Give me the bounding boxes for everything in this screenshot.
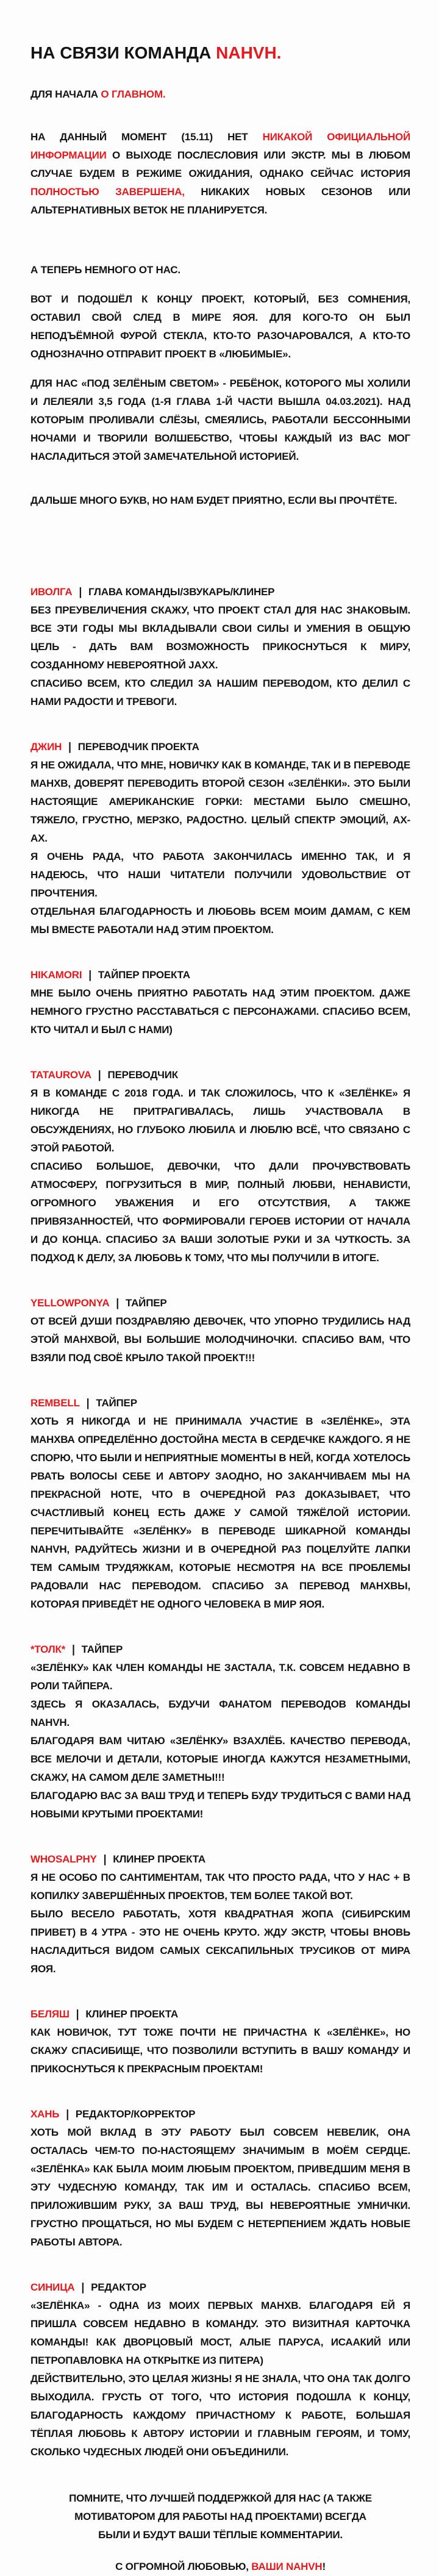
member-role: РЕДАКТОР bbox=[91, 2281, 146, 2293]
intro-paragraph-project-end: ВОТ И ПОДОШЁЛ К КОНЦУ ПРОЕКТ, КОТОРЫЙ, БЕЗ СОМНЕНИЯ, ОСТАВИЛ СВОЙ СЛЕД В МИРЕ ЯОЯ. ДЛЯ КОГО-ТО ОН БЫЛ НЕПОДЪЁМНОЙ ФУРОЙ СТЕКЛА, КТО-ТО РАЗОЧАРОВАЛСЯ, А КТО-ТО ОДНОЗНАЧНО ОТПРАВИТ ПРОЕКТ В «ЛЮБИМЫЕ». bbox=[30, 293, 410, 360]
member-paragraph: СПАСИБО БОЛЬШОЕ, ДЕВОЧКИ, ЧТО ДАЛИ ПРОЧУВСТВОВАТЬ АТМОСФЕРУ, ПОГРУЗИТЬСЯ В МИР, ПОЛНЫЙ ЛЮБВИ, НЕНАВИСТИ, ОГРОМНОГО УВАЖЕНИЯ И ЕГО ОТСУТСТВИЯ, А ТАКЖЕ ПРИВЯЗАННОСТЕЙ, ЧТО ФОРМИРОВАЛИ ГЕРОЕВ ИСТОРИИ ОТ НАЧАЛА И ДО КОНЦА. СПАСИБО ЗА ВАШИ ЗОЛОТЫЕ РУКИ И ЗА ЧУТКОСТЬ. ЗА ПОДХОД К ДЕЛУ, ЗА ЛЮБОВЬ К ТОМУ, ЧТО МЫ ПОЛУЧИЛИ В ИТОГЕ. bbox=[30, 1161, 410, 1264]
text-segment-red: О ГЛАВНОМ. bbox=[101, 88, 166, 100]
member-paragraph: БЛАГОДАРЯ ВАМ ЧИТАЮ «ЗЕЛЁНКУ» ВЗАХЛЁБ. КАЧЕСТВО ПЕРЕВОДА, ВСЕ МЕЛОЧИ И ДЕТАЛИ, КОТОРЫЕ ИНОГДА КАЖУТСЯ НЕЗАМЕТНЫМИ, СКАЖУ, НА САМОМ ДЕЛЕ ЗАМЕТНЫ!!! bbox=[30, 1735, 410, 1783]
member-name: ДЖИН bbox=[30, 741, 62, 753]
member-paragraph: Я ОЧЕНЬ РАДА, ЧТО РАБОТА ЗАКОНЧИЛАСЬ ИМЕННО ТАК, И Я НАДЕЮСЬ, ЧТО НАШИ ЧИТАТЕЛИ ПОЛУЧИЛИ УДОВОЛЬСТВИЕ ОТ ПРОЧТЕНИЯ. bbox=[30, 851, 410, 899]
member-name: ИВОЛГА bbox=[30, 586, 73, 598]
member-header bbox=[30, 738, 410, 756]
member-paragraph: БЛАГОДАРЮ ВАС ЗА ВАШ ТРУД И ТЕПЕРЬ БУДУ ТРУДИТЬСЯ С ВАМИ НАД НОВЫМИ КРУТЫМИ ПРОЕКТАМИ! bbox=[30, 1790, 410, 1820]
member-role: ТАЙПЕР bbox=[125, 1297, 167, 1309]
role-separator: | bbox=[72, 1643, 75, 1656]
member-paragraph: Я НЕ ОЖИДАЛА, ЧТО МНЕ, НОВИЧКУ КАК В КОМАНДЕ, ТАК И В ПЕРЕВОДЕ МАНХВ, ДОВЕРЯТ ПЕРЕВОДИТЬ ВТОРОЙ СЕЗОН «ЗЕЛЁНКИ». ЭТО БЫЛИ НАСТОЯЩИЕ АМЕРИКАНСКИЕ ГОРКИ: МЕСТАМИ БЫЛО СМЕШНО, ТЯЖЕЛО, ГРУСТНО, МЕРЗКО, РАДОСТНО. ЦЕЛЫЙ СПЕКТР ЭМОЦИЙ, АХ-АХ. bbox=[30, 759, 410, 844]
team-member-section bbox=[30, 966, 410, 1039]
member-paragraph: «ЗЕЛЁНКА» - ОДНА ИЗ МОИХ ПЕРВЫХ МАНХВ. БЛАГОДАРЯ ЕЙ Я ПРИШЛА СОВСЕМ НЕДАВНО В КОМАНДУ. ЭТО ВИЗИТНАЯ КАРТОЧКА КОМАНДЫ! КАК ДВОРЦОВЫЙ МОСТ, АЛЫЕ ПАРУСА, ИСААКИЙ ИЛИ ПЕТРОПАВЛОВКА НА ОТКРЫТКЕ ИЗ ПИТЕРА) bbox=[30, 2300, 410, 2366]
team-member-section bbox=[30, 1394, 410, 1614]
member-paragraph: «ЗЕЛЁНКУ» КАК ЧЛЕН КОМАНДЫ НЕ ЗАСТАЛА, Т.К. СОВСЕМ НЕДАВНО В РОЛИ ТАЙПЕРА. bbox=[30, 1662, 410, 1692]
role-separator: | bbox=[116, 1297, 119, 1309]
intro-lead-line bbox=[30, 85, 410, 104]
member-header bbox=[30, 2278, 410, 2297]
text-segment: НИКАКИХ НОВЫХ СЕЗОНОВ ИЛИ АЛЬТЕРНАТИВНЫХ ВЕТОК НЕ ПЛАНИРУЕТСЯ. bbox=[30, 186, 410, 216]
member-header bbox=[30, 2105, 410, 2123]
member-role: ТАЙПЕР ПРОЕКТА bbox=[98, 969, 190, 981]
team-credits-list bbox=[30, 583, 410, 2461]
member-role: ПЕРЕВОДЧИК ПРОЕКТА bbox=[77, 741, 199, 753]
member-name: *ТОЛК* bbox=[30, 1644, 66, 1655]
intro-line-about-us: А ТЕПЕРЬ НЕМНОГО ОТ НАС. bbox=[30, 264, 180, 276]
member-name: REMBELL bbox=[30, 1397, 80, 1409]
text-segment: С ОГРОМНОЙ ЛЮБОВЬЮ, bbox=[115, 2561, 252, 2572]
team-member-section bbox=[30, 2278, 410, 2461]
member-header bbox=[30, 1294, 410, 1312]
member-paragraph: ХОТЬ Я НИКОГДА И НЕ ПРИНИМАЛА УЧАСТИЕ В «ЗЕЛЁНКЕ», ЭТА МАНХВА ОПРЕДЕЛЁННО ДОСТОЙНА МЕСТА В СЕРДЕЧКЕ КАЖДОГО. Я НЕ СПОРЮ, ЧТО БЫЛИ И НЕПРИЯТНЫЕ МОМЕНТЫ В НЕЙ, КОГДА ХОТЕЛОСЬ РВАТЬ ВОЛОСЫ СЕБЕ И АВТОРУ ЗАОДНО, НО ЗАКАНЧИВАЕМ МЫ НА ПРЕКРАСНОЙ НОТЕ, ЧТО В ОЧЕРЕДНОЙ РАЗ ДОКАЗЫВАЕТ, ЧТО СЧАСТЛИВЫЙ КОНЕЦ ЕСТЬ ДАЖЕ У САМОЙ ТЯЖЁЛОЙ ИСТОРИИ. ПЕРЕЧИТЫВАЙТЕ «ЗЕЛЁНКУ» В ПЕРЕВОДЕ ШИКАРНОЙ КОМАНДЫ NAHVH, РАДУЙТЕСЬ ЖИЗНИ И В ОЧЕРЕДНОЙ РАЗ ПОЦЕЛУЙТЕ ЛАПКИ ТЕМ САМЫМ ТРУДЯЖКАМ, КОТОРЫЕ НЕСМОТРЯ НА ВСЕ ПРОБЛЕМЫ РАДОВАЛИ НАС ПЕРЕВОДОМ. СПАСИБО ЗА ПЕРЕВОД МАНХВЫ, КОТОРАЯ ПРИВЕДЁТ НЕ ОДНОГО ЧЕЛОВЕКА В МИР ЯОЯ. bbox=[30, 1415, 410, 1610]
team-member-section bbox=[30, 738, 410, 939]
member-paragraph: КАК НОВИЧОК, ТУТ ТОЖЕ ПОЧТИ НЕ ПРИЧАСТНА К «ЗЕЛЁНКЕ», НО СКАЖУ СПАСИБИЩЕ, ЧТО ПОЗВОЛИЛИ ВСТУПИТЬ В ВАШУ КОМАНДУ И ПРИКОСНУТЬСЯ К ПРЕКРАСНЫМ ПРОЕКТАМ! bbox=[30, 2027, 410, 2075]
member-header bbox=[30, 966, 410, 984]
member-paragraph: БЕЗ ПРЕУВЕЛИЧЕНИЯ СКАЖУ, ЧТО ПРОЕКТ СТАЛ ДЛЯ НАС ЗНАКОВЫМ. ВСЕ ЭТИ ГОДЫ МЫ ВКЛАДЫВАЛИ СВОИ СИЛЫ И УМЕНИЯ В ОБЩУЮ ЦЕЛЬ - ДАТЬ ВАМ ВОЗМОЖНОСТЬ ПРИКОСНУТЬСЯ К МИРУ, СОЗДАННОМУ НЕВЕРОЯТНОЙ JAXX. bbox=[30, 604, 410, 671]
intro-line-many-letters: ДАЛЬШЕ МНОГО БУКВ, НО НАМ БУДЕТ ПРИЯТНО, ЕСЛИ ВЫ ПРОЧТЁТЕ. bbox=[30, 495, 398, 506]
text-segment-red: NAHVH. bbox=[216, 43, 282, 62]
member-paragraph: БЫЛО ВЕСЕЛО РАБОТАТЬ, ХОТЯ КВАДРАТНАЯ ЖОПА (СИБИРСКИМ ПРИВЕТ) В 4 УТРА - ЭТО НЕ ОЧЕНЬ КРУТО. ЖДУ ЭКСТР, ЧТОБЫ ВНОВЬ НАСЛАДИТЬСЯ ВИДОМ САМЫХ СЕКСАПИЛЬНЫХ ТРУСИКОВ ОТ МИРА ЯОЯ. bbox=[30, 1908, 410, 1975]
support-note: ПОМНИТЕ, ЧТО ЛУЧШЕЙ ПОДДЕРЖКОЙ ДЛЯ НАС (А ТАКЖЕ МОТИВАТОРОМ ДЛЯ РАБОТЫ НАД ПРОЕКТАМИ) ВСЕГДА БЫЛИ И БУДУТ ВАШИ ТЁПЛЫЕ КОММЕНТАРИИ. bbox=[69, 2492, 372, 2541]
member-role: ТАЙПЕР bbox=[96, 1397, 137, 1409]
intro-paragraph-status bbox=[30, 128, 410, 220]
member-role: ТАЙПЕР bbox=[81, 1644, 123, 1655]
member-header bbox=[30, 1066, 410, 1084]
role-separator: | bbox=[88, 968, 91, 981]
team-member-section bbox=[30, 583, 410, 711]
team-member-section bbox=[30, 1294, 410, 1367]
team-member-section bbox=[30, 2105, 410, 2252]
team-member-section bbox=[30, 1066, 410, 1267]
member-role: КЛИНЕР ПРОЕКТА bbox=[85, 2008, 179, 2020]
member-paragraph: ХОТЬ МОЙ ВКЛАД В ЭТУ РАБОТУ БЫЛ СОВСЕМ НЕВЕЛИК, ОНА ОСТАЛАСЬ ЧЕМ-ТО ПО-НАСТОЯЩЕМУ ЗНАЧИМЫМ В МОЁМ СЕРДЦЕ. «ЗЕЛЁНКА» КАК БЫЛА МОИМ ЛЮБЫМ ПРОЕКТОМ, ПРИВЕДШИМ МЕНЯ В ЭТУ ЧУДЕСНУЮ КОМАНДУ, ТАК ИМ И ОСТАЛАСЬ. СПАСИБО ВСЕМ, ПРИЛОЖИВШИМ РУКУ, ЗА ВАШ ТРУД, ВЫ НЕВЕРОЯТНЫЕ УМНИЧКИ. ГРУСТНО ПРОЩАТЬСЯ, НО МЫ БУДЕМ С НЕТЕРПЕНИЕМ ЖДАТЬ НОВЫЕ РАБОТЫ АВТОРА. bbox=[30, 2127, 410, 2248]
member-paragraph: ДЕЙСТВИТЕЛЬНО, ЭТО ЦЕЛАЯ ЖИЗНЬ! Я НЕ ЗНАЛА, ЧТО ОНА ТАК ДОЛГО ВЫХОДИЛА. ГРУСТЬ ОТ ТОГО, ЧТО ИСТОРИЯ ПОДОШЛА К КОНЦУ, БЛАГОДАРНОСТЬ КАЖДОМУ ПРИЧАСТНОМУ К РАБОТЕ, БОЛЬШАЯ ТЁПЛАЯ ЛЮБОВЬ К АВТОРУ ИСТОРИИ И ГЛАВНЫМ ГЕРОЯМ, И ТОМУ, СКОЛЬКО ЧУДЕСНЫХ ЛЮДЕЙ ОНИ ОБЪЕДИНИЛИ. bbox=[30, 2373, 410, 2458]
member-name: TATAUROVA bbox=[30, 1069, 91, 1081]
member-header bbox=[30, 2005, 410, 2023]
role-separator: | bbox=[76, 2008, 79, 2020]
section-divider-space bbox=[30, 510, 410, 583]
team-member-section bbox=[30, 1640, 410, 1823]
member-paragraph: ЗДЕСЬ Я ОКАЗАЛАСЬ, БУДУЧИ ФАНАТОМ ПЕРЕВОДОВ КОМАНДЫ NAHVH. bbox=[30, 1698, 410, 1728]
member-paragraph: СПАСИБО ВСЕМ, КТО СЛЕДИЛ ЗА НАШИМ ПЕРЕВОДОМ, КТО ДЕЛИЛ С НАМИ РАДОСТИ И ТРЕВОГИ. bbox=[30, 678, 410, 707]
role-separator: | bbox=[98, 1068, 101, 1081]
page-title bbox=[30, 43, 410, 63]
member-paragraph: ОТ ВСЕЙ ДУШИ ПОЗДРАВЛЯЮ ДЕВОЧЕК, ЧТО УПОРНО ТРУДИЛИСЬ НАД ЭТОЙ МАНХВОЙ, ВЫ БОЛЬШИЕ МОЛОДЧИНОЧКИ. СПАСИБО ВАМ, ЧТО ВЗЯЛИ ПОД СВОЁ КРЫЛО ТАКОЙ ПРОЕКТ!!! bbox=[30, 1315, 410, 1364]
member-role: ГЛАВА КОМАНДЫ/ЗВУКАРЬ/КЛИНЕР bbox=[88, 586, 275, 598]
member-name: ХАНЬ bbox=[30, 2108, 60, 2120]
text-segment-red: ПОЛНОСТЬЮ ЗАВЕРШЕНА, bbox=[30, 186, 185, 198]
text-segment: НА ДАННЫЙ МОМЕНТ (15.11) НЕТ bbox=[30, 131, 263, 143]
member-name: БЕЛЯШ bbox=[30, 2008, 70, 2020]
member-name: СИНИЦА bbox=[30, 2281, 75, 2293]
team-member-section bbox=[30, 1850, 410, 1978]
text-segment: ! bbox=[322, 2561, 326, 2572]
role-separator: | bbox=[103, 1853, 107, 1866]
team-member-section bbox=[30, 2005, 410, 2078]
intro-paragraph-project-history: ДЛЯ НАС «ПОД ЗЕЛЁНЫМ СВЕТОМ» - РЕБЁНОК, КОТОРОГО МЫ ХОЛИЛИ И ЛЕЛЕЯЛИ 3,5 ГОДА (1-Я ГЛАВА 1-Й ЧАСТИ ВЫШЛА 04.03.2021). НАД КОТОРЫМ ПРОЛИВАЛИ СЛЁЗЫ, СМЕЯЛИСЬ, РАБОТАЛИ БЕССОННЫМИ НОЧАМИ И ТВОРИЛИ ВОЛШЕБСТВО, ЧТОБЫ КАЖДЫЙ ИЗ ВАС МОГ НАСЛАДИТЬСЯ ЭТОЙ ЗАМЕЧАТЕЛЬНОЙ ИСТОРИЕЙ. bbox=[30, 377, 410, 462]
text-segment-red: ВАШИ NAHVH bbox=[251, 2561, 323, 2572]
member-paragraph: ОТДЕЛЬНАЯ БЛАГОДАРНОСТЬ И ЛЮБОВЬ ВСЕМ МОИМ ДАМАМ, С КЕМ МЫ ВМЕСТЕ РАБОТАЛИ НАД ЭТИМ ПРОЕКТОМ. bbox=[30, 906, 410, 936]
text-segment: О ВЫХОДЕ ПОСЛЕСЛОВИЯ ИЛИ ЭКСТР. МЫ В ЛЮБОМ СЛУЧАЕ БУДЕМ В РЕЖИМЕ ОЖИДАНИЯ, ОДНАКО СЕЙЧАС ИСТОРИЯ bbox=[30, 149, 410, 179]
role-separator: | bbox=[68, 740, 71, 753]
member-role: РЕДАКТОР/КОРРЕКТОР bbox=[75, 2108, 196, 2120]
member-header bbox=[30, 1850, 410, 1869]
role-separator: | bbox=[81, 2281, 85, 2294]
text-segment: ДЛЯ НАЧАЛА bbox=[30, 88, 101, 100]
member-name: YELLOWPONYA bbox=[30, 1297, 110, 1309]
member-header bbox=[30, 583, 410, 601]
member-paragraph: МНЕ БЫЛО ОЧЕНЬ ПРИЯТНО РАБОТАТЬ НАД ЭТИМ ПРОЕКТОМ. ДАЖЕ НЕМНОГО ГРУСТНО РАССТАВАТЬСЯ С ПЕРСОНАЖАМИ. СПАСИБО ВСЕМ, КТО ЧИТАЛ И БЫЛ С НАМИ) bbox=[30, 987, 410, 1036]
member-paragraph: Я НЕ ОСОБО ПО САНТИМЕНТАМ, ТАК ЧТО ПРОСТО РАДА, ЧТО У НАС + В КОПИЛКУ ЗАВЕРШЁННЫХ ПРОЕКТОВ, ТЕМ БОЛЕЕ ТАКОЙ ВОТ. bbox=[30, 1872, 410, 1902]
member-name: WHOSALPHY bbox=[30, 1853, 97, 1865]
member-name: HIKAMORI bbox=[30, 969, 82, 981]
text-segment: НА СВЯЗИ КОМАНДА bbox=[30, 43, 216, 62]
member-paragraph: Я В КОМАНДЕ С 2018 ГОДА. И ТАК СЛОЖИЛОСЬ, ЧТО К «ЗЕЛЁНКЕ» Я НИКОГДА НЕ ПРИТРАГИВАЛАСЬ, ЛИШЬ УЧАСТВОВАЛА В ОБСУЖДЕНИЯХ, НО ГЛУБОКО ЛЮБИЛА И ЛЮБЛЮ ВСЁ, ЧТО СВЯЗАНО С ЭТОЙ РАБОТОЙ. bbox=[30, 1087, 410, 1154]
role-separator: | bbox=[86, 1397, 90, 1409]
member-header bbox=[30, 1394, 410, 1412]
role-separator: | bbox=[66, 2108, 69, 2120]
member-role: ПЕРЕВОДЧИК bbox=[107, 1069, 178, 1081]
role-separator: | bbox=[79, 585, 82, 598]
member-role: КЛИНЕР ПРОЕКТА bbox=[113, 1853, 205, 1865]
member-header bbox=[30, 1640, 410, 1659]
text-segment-red: НИКАКОЙ ОФИЦИАЛЬНОЙ ИНФОРМАЦИИ bbox=[30, 131, 410, 161]
signature-line bbox=[30, 2558, 410, 2576]
